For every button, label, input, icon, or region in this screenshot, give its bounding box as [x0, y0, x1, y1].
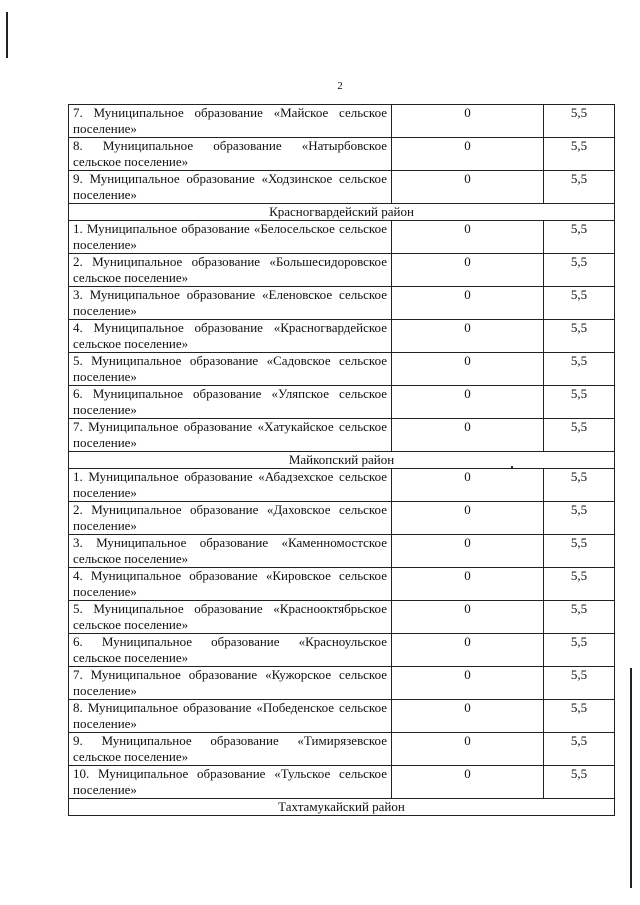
value-cell-2: 5,5	[544, 105, 615, 138]
table-row	[69, 419, 615, 452]
page-number: 2	[337, 80, 343, 92]
municipality-name: 7. Муниципальное образование «Хатукайское сельское поселение»	[69, 419, 392, 452]
municipality-name: 1. Муниципальное образование «Белосельское сельское поселение»	[69, 221, 392, 254]
value-cell-2: 5,5	[544, 287, 615, 320]
municipality-name: 7. Муниципальное образование «Майское сельское поселение»	[69, 105, 392, 138]
municipality-name: 6. Муниципальное образование «Уляпское сельское поселение»	[69, 386, 392, 419]
municipality-name: 1. Муниципальное образование «Абадзехское сельское поселение»	[69, 469, 392, 502]
value-cell-1: 0	[392, 287, 544, 320]
district-name: Красногвардейский район	[69, 204, 615, 221]
table-row	[69, 601, 615, 634]
municipality-name: 5. Муниципальное образование «Садовское сельское поселение»	[69, 353, 392, 386]
value-cell-2: 5,5	[544, 535, 615, 568]
municipality-name: 7. Муниципальное образование «Кужорское сельское поселение»	[69, 667, 392, 700]
table-body	[69, 105, 615, 816]
table-row	[69, 766, 615, 799]
value-cell-2: 5,5	[544, 138, 615, 171]
value-cell-1: 0	[392, 535, 544, 568]
value-cell-1: 0	[392, 568, 544, 601]
value-cell-1: 0	[392, 353, 544, 386]
municipality-name: 6. Муниципальное образование «Красноульское сельское поселение»	[69, 634, 392, 667]
table-row	[69, 254, 615, 287]
municipality-table	[68, 104, 615, 816]
table-row	[69, 221, 615, 254]
value-cell-2: 5,5	[544, 601, 615, 634]
value-cell-1: 0	[392, 700, 544, 733]
table-row	[69, 287, 615, 320]
value-cell-2: 5,5	[544, 766, 615, 799]
table-row	[69, 353, 615, 386]
value-cell-2: 5,5	[544, 502, 615, 535]
table-row	[69, 700, 615, 733]
value-cell-1: 0	[392, 386, 544, 419]
municipality-name: 2. Муниципальное образование «Даховское сельское поселение»	[69, 502, 392, 535]
table-row	[69, 138, 615, 171]
value-cell-1: 0	[392, 634, 544, 667]
table-row	[69, 320, 615, 353]
municipality-name: 3. Муниципальное образование «Еленовское сельское поселение»	[69, 287, 392, 320]
value-cell-2: 5,5	[544, 634, 615, 667]
value-cell-1: 0	[392, 502, 544, 535]
table-row	[69, 634, 615, 667]
table-row	[69, 667, 615, 700]
district-header-row	[69, 452, 615, 469]
scan-edge-mark-left	[6, 12, 8, 58]
value-cell-2: 5,5	[544, 353, 615, 386]
municipality-name: 8. Муниципальное образование «Победенское сельское поселение»	[69, 700, 392, 733]
municipality-name: 2. Муниципальное образование «Большесидоровское сельское поселение»	[69, 254, 392, 287]
municipality-name: 3. Муниципальное образование «Каменномостское сельское поселение»	[69, 535, 392, 568]
district-header-row	[69, 204, 615, 221]
value-cell-1: 0	[392, 320, 544, 353]
value-cell-1: 0	[392, 138, 544, 171]
value-cell-2: 5,5	[544, 733, 615, 766]
value-cell-1: 0	[392, 766, 544, 799]
value-cell-1: 0	[392, 221, 544, 254]
value-cell-1: 0	[392, 469, 544, 502]
value-cell-2: 5,5	[544, 254, 615, 287]
value-cell-2: 5,5	[544, 221, 615, 254]
table-row	[69, 733, 615, 766]
table-row	[69, 105, 615, 138]
value-cell-1: 0	[392, 105, 544, 138]
district-header-row	[69, 799, 615, 816]
value-cell-2: 5,5	[544, 667, 615, 700]
value-cell-1: 0	[392, 733, 544, 766]
value-cell-2: 5,5	[544, 419, 615, 452]
value-cell-1: 0	[392, 254, 544, 287]
value-cell-2: 5,5	[544, 320, 615, 353]
municipality-name: 5. Муниципальное образование «Краснооктябрьское сельское поселение»	[69, 601, 392, 634]
value-cell-1: 0	[392, 667, 544, 700]
table-row	[69, 386, 615, 419]
value-cell-1: 0	[392, 171, 544, 204]
district-name: Тахтамукайский район	[69, 799, 615, 816]
table-row	[69, 171, 615, 204]
municipality-name: 10. Муниципальное образование «Тульское сельское поселение»	[69, 766, 392, 799]
scan-edge-mark-right	[630, 668, 632, 888]
municipality-name: 4. Муниципальное образование «Красногвардейское сельское поселение»	[69, 320, 392, 353]
value-cell-2: 5,5	[544, 568, 615, 601]
district-name: Майкопский район	[69, 452, 615, 469]
value-cell-2: 5,5	[544, 386, 615, 419]
value-cell-1: 0	[392, 601, 544, 634]
value-cell-2: 5,5	[544, 469, 615, 502]
municipality-name: 4. Муниципальное образование «Кировское сельское поселение»	[69, 568, 392, 601]
value-cell-1: 0	[392, 419, 544, 452]
table-row	[69, 502, 615, 535]
municipality-name: 9. Муниципальное образование «Ходзинское сельское поселение»	[69, 171, 392, 204]
value-cell-2: 5,5	[544, 700, 615, 733]
table-row	[69, 469, 615, 502]
municipality-name: 8. Муниципальное образование «Натырбовское сельское поселение»	[69, 138, 392, 171]
table-row	[69, 568, 615, 601]
table-row	[69, 535, 615, 568]
value-cell-2: 5,5	[544, 171, 615, 204]
municipality-name: 9. Муниципальное образование «Тимирязевское сельское поселение»	[69, 733, 392, 766]
